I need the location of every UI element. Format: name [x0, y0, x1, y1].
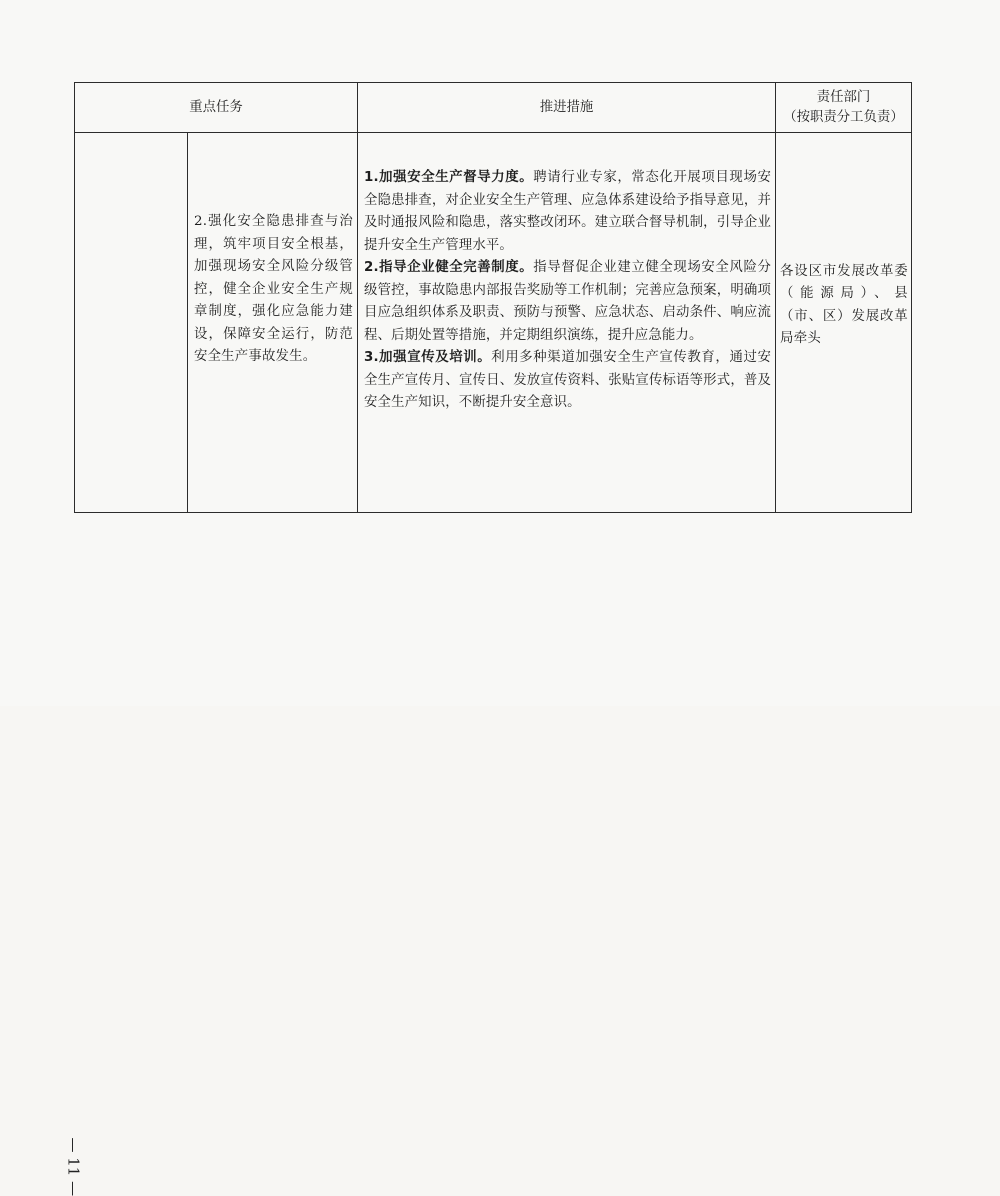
measures-cell: [358, 133, 776, 513]
header-dept-line1: 责任部门: [816, 89, 871, 105]
measure-text-2: 指导督促企业建立健全现场安全风险分级管控，事故隐患内部报告奖励等工作机制；完善应急预案，明确项目应急组织体系及职责、预防与预警、应急状态、启动条件、响应流程、后期处置等措施，并定期组织演练，提升应急能力。: [364, 260, 771, 343]
measure-title-2: 2.指导企业健全完善制度。: [364, 260, 534, 275]
measure-title-3: 3.加强宣传及培训。: [364, 350, 492, 365]
page-number: — 11 —: [64, 1137, 83, 1196]
measure-text-3: 利用多种渠道加强安全生产宣传教育，通过安全生产宣传月、宣传日、发放宣传资料、张贴宣传标语等形式，普及安全生产知识，不断提升安全意识。: [364, 350, 772, 410]
responsible-dept-cell: [776, 133, 912, 513]
measure-item-2: [364, 257, 771, 347]
responsible-dept-text: 各设区市发展改革委（能源局）、县（市、区）发展改革局牵头: [780, 263, 908, 346]
header-key-task-label: 重点任务: [189, 99, 243, 115]
measure-item-1: [364, 167, 771, 257]
header-dept-line2: （按职责分工负责）: [783, 109, 904, 125]
header-responsible-dept: [776, 83, 912, 133]
page-number-container: [28, 560, 83, 1196]
measure-text-1: 聘请行业专家，常态化开展项目现场安全隐患排查，对企业安全生产管理、应急体系建设给予指导意见，并及时通报风险和隐患，落实整改闭环。建立联合督导机制，引导企业提升安全生产管理水平。: [364, 170, 771, 253]
measure-item-3: [364, 347, 771, 415]
task-text: 2.强化安全隐患排查与治理，筑牢项目安全根基，加强现场安全风险分级管控，健全企业安全生产规章制度，强化应急能力建设，保障安全运行，防范安全生产事故发生。: [194, 214, 353, 364]
measure-title-1: 1.加强安全生产督导力度。: [364, 170, 534, 185]
table-row: [75, 133, 912, 513]
category-cell: [75, 133, 188, 513]
header-measures-label: 推进措施: [539, 99, 594, 115]
header-measures: [358, 83, 776, 133]
task-table: [74, 82, 912, 513]
header-key-task: [75, 83, 358, 133]
task-cell: [188, 133, 358, 513]
table-header-row: [75, 83, 912, 133]
